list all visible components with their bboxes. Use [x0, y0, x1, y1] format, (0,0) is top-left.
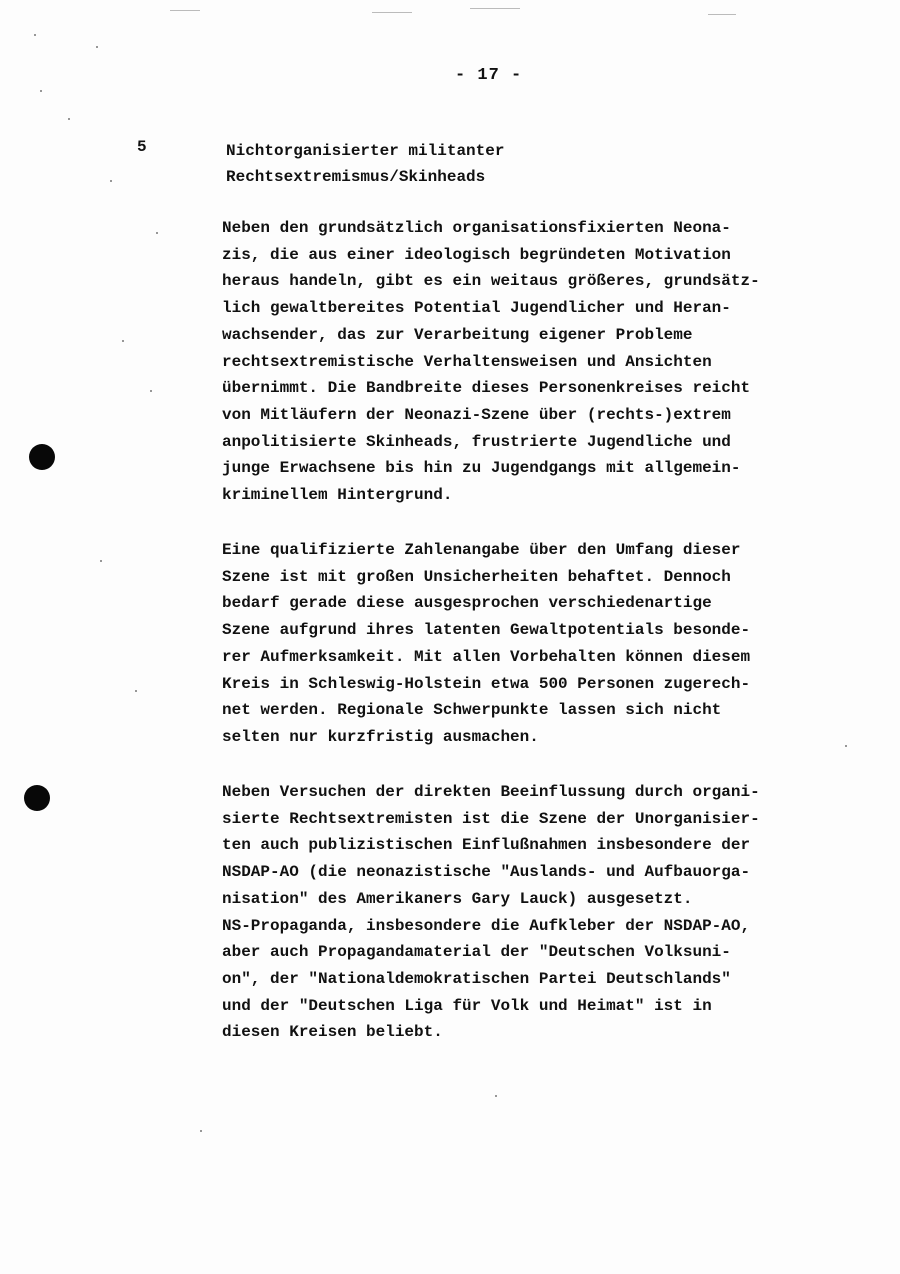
- scan-artifact-line: [372, 12, 412, 13]
- scan-artifact-line: [170, 10, 200, 11]
- section-title-line: Rechtsextremismus/Skinheads: [226, 168, 486, 186]
- text-line: und der "Deutschen Liga für Volk und Heimat" ist in: [222, 996, 712, 1015]
- scan-speck: [135, 690, 137, 692]
- punch-hole: [29, 444, 55, 470]
- punch-hole: [24, 785, 50, 811]
- text-line: lich gewaltbereites Potential Jugendlicher und Heran-: [222, 299, 731, 318]
- text-line: heraus handeln, gibt es ein weitaus größeres, grundsätz-: [222, 272, 760, 291]
- text-line: NSDAP-AO (die neonazistische "Auslands- und Aufbauorga-: [222, 863, 751, 882]
- scan-speck: [156, 232, 158, 234]
- section-title: [226, 138, 504, 190]
- scan-speck: [150, 390, 152, 392]
- text-line: rechtsextremistische Verhaltensweisen und Ansichten: [222, 352, 712, 371]
- text-line: diesen Kreisen beliebt.: [222, 1023, 443, 1042]
- scan-speck: [110, 180, 112, 182]
- scan-speck: [200, 1130, 202, 1132]
- text-line: Neben Versuchen der direkten Beeinflussung durch organi-: [222, 783, 760, 801]
- text-line: von Mitläufern der Neonazi-Szene über (rechts-)extrem: [222, 405, 731, 424]
- scan-speck: [40, 90, 42, 92]
- text-line: sierte Rechtsextremisten ist die Szene der Unorganisier-: [222, 809, 760, 828]
- scan-speck: [68, 118, 70, 120]
- text-line: übernimmt. Die Bandbreite dieses Personenkreises reicht: [222, 379, 751, 398]
- text-line: net werden. Regionale Schwerpunkte lassen sich nicht: [222, 701, 722, 720]
- scan-speck: [96, 46, 98, 48]
- text-line: Szene aufgrund ihres latenten Gewaltpotentials besonde-: [222, 621, 751, 640]
- text-line: Neben den grundsätzlich organisationsfixierten Neona-: [222, 219, 731, 237]
- scan-speck: [122, 340, 124, 342]
- text-line: rer Aufmerksamkeit. Mit allen Vorbehalten können diesem: [222, 647, 751, 666]
- text-line: Eine qualifizierte Zahlenangabe über den Umfang dieser: [222, 541, 741, 559]
- text-line: junge Erwachsene bis hin zu Jugendgangs mit allgemein-: [222, 459, 741, 478]
- text-line: wachsender, das zur Verarbeitung eigener Probleme: [222, 325, 693, 344]
- scan-artifact-line: [470, 8, 520, 9]
- paragraph: [222, 215, 862, 509]
- text-line: Kreis in Schleswig-Holstein etwa 500 Personen zugerech-: [222, 674, 751, 693]
- text-line: zis, die aus einer ideologisch begründeten Motivation: [222, 245, 731, 264]
- page-number: - 17 -: [455, 66, 523, 85]
- text-line: on", der "Nationaldemokratischen Partei Deutschlands": [222, 969, 731, 988]
- text-line: selten nur kurzfristig ausmachen.: [222, 727, 539, 746]
- text-line: Szene ist mit großen Unsicherheiten behaftet. Dennoch: [222, 567, 731, 586]
- paragraph: [222, 537, 862, 751]
- scan-speck: [100, 560, 102, 562]
- scan-artifact-line: [708, 14, 736, 15]
- section-title-line: Nichtorganisierter militanter: [226, 142, 505, 160]
- text-line: NS-Propaganda, insbesondere die Aufkleber der NSDAP-AO,: [222, 916, 751, 935]
- scan-speck: [34, 34, 36, 36]
- text-line: ten auch publizistischen Einflußnahmen insbesondere der: [222, 836, 751, 855]
- text-line: bedarf gerade diese ausgesprochen verschiedenartige: [222, 594, 712, 613]
- text-line: aber auch Propagandamaterial der "Deutschen Volksuni-: [222, 943, 731, 962]
- text-line: kriminellem Hintergrund.: [222, 486, 453, 505]
- text-line: anpolitisierte Skinheads, frustrierte Jugendliche und: [222, 432, 731, 451]
- section-number: 5: [137, 138, 147, 156]
- text-line: nisation" des Amerikaners Gary Lauck) ausgesetzt.: [222, 889, 693, 908]
- paragraph: [222, 779, 862, 1046]
- scan-speck: [495, 1095, 497, 1097]
